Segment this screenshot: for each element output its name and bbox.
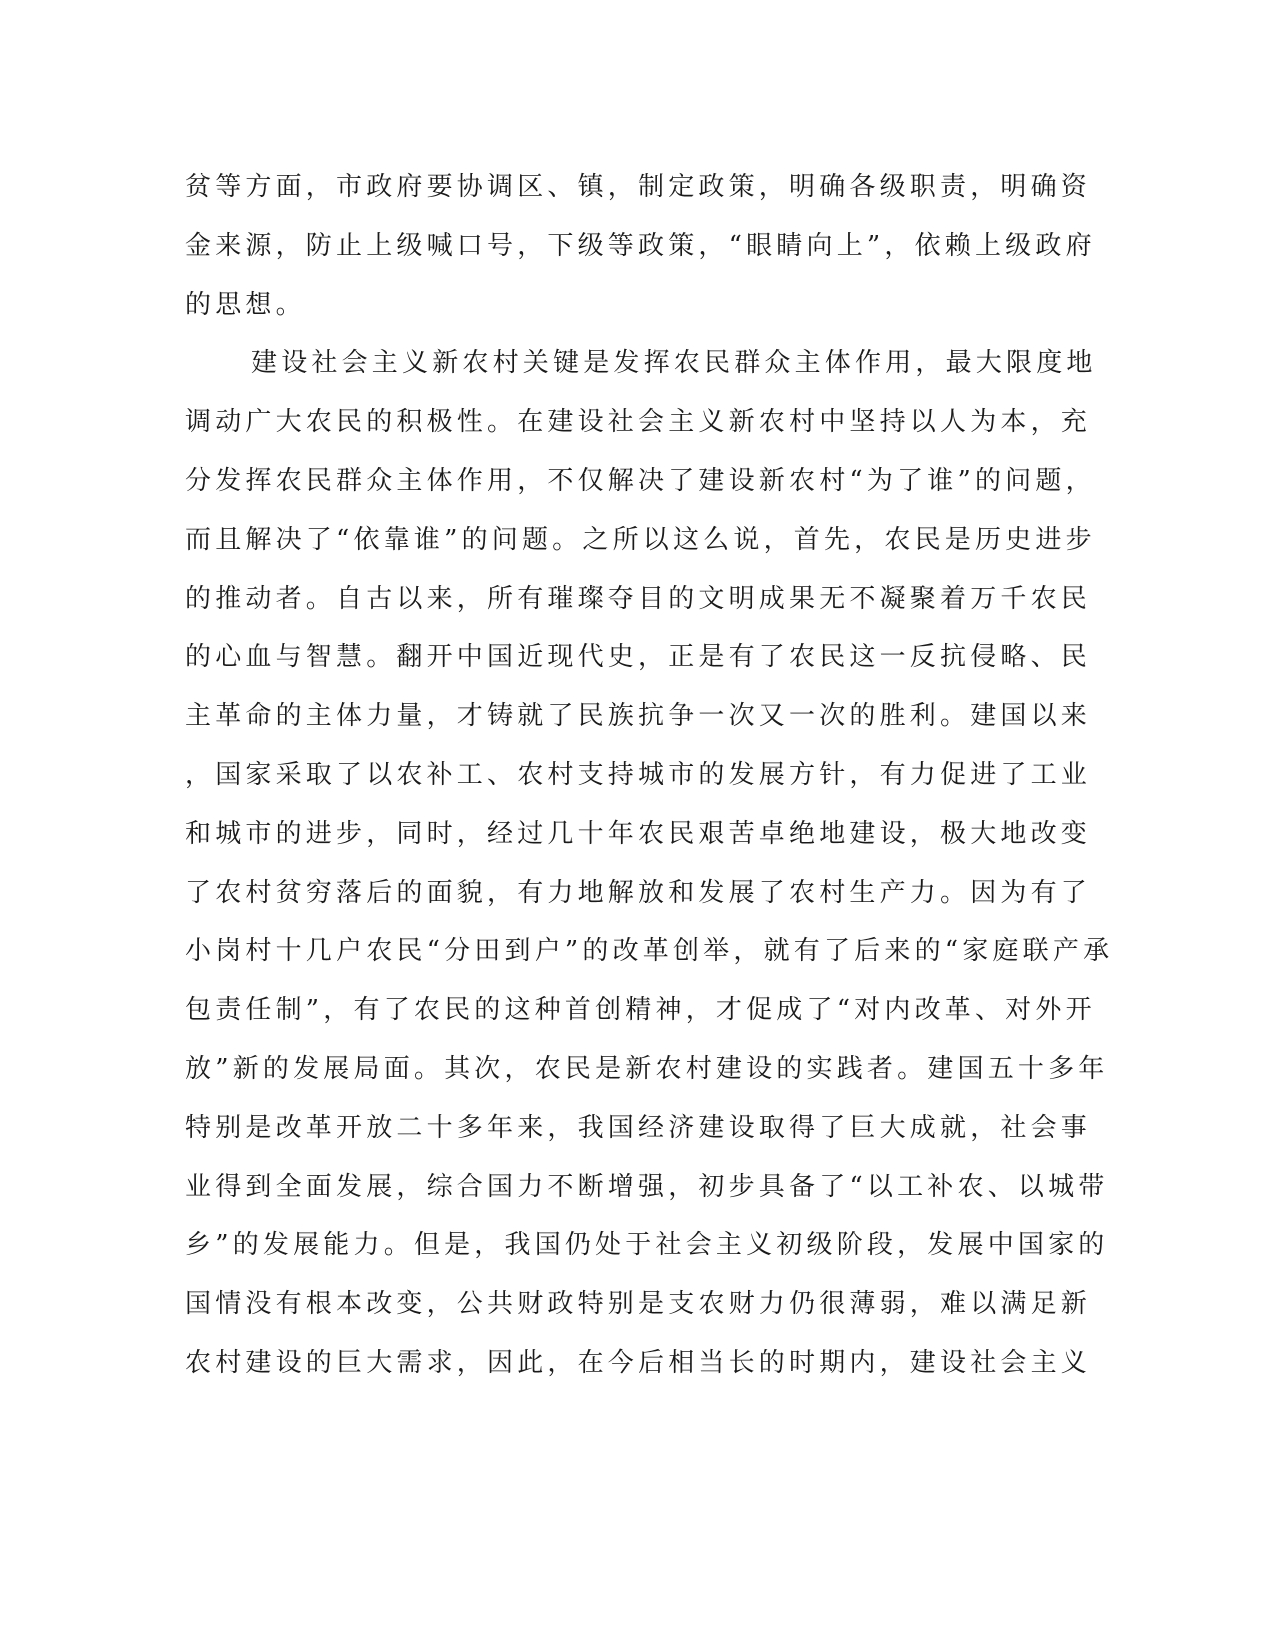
text-line: 小岗村十几户农民“分田到户”的改革创举，就有了后来的“家庭联产承	[185, 936, 1114, 967]
text-line: 乡”的发展能力。但是，我国仍处于社会主义初级阶段，发展中国家的	[185, 1230, 1109, 1261]
text-line: ，国家采取了以农补工、农村支持城市的发展方针，有力促进了工业	[185, 759, 1092, 790]
text-line: 贫等方面，市政府要协调区、镇，制定政策，明确各级职责，明确资	[185, 172, 1092, 202]
text-line: 农村建设的巨大需求，因此，在今后相当长的时期内，建设社会主义	[185, 1347, 1092, 1378]
text-line: 国情没有根本改变，公共财政特别是支农财力仍很薄弱，难以满足新	[185, 1289, 1092, 1320]
text-line: 包责任制”，有了农民的这种首创精神，才促成了“对内改革、对外开	[185, 995, 1096, 1026]
paragraph-start-line: 建设社会主义新农村关键是发挥农民群众主体作用，最大限度地	[251, 348, 1097, 379]
text-line: 的心血与智慧。翻开中国近现代史，正是有了农民这一反抗侵略、民	[185, 642, 1092, 673]
body-text	[185, 158, 1114, 1393]
text-line: 的推动者。自古以来，所有璀璨夺目的文明成果无不凝聚着万千农民	[185, 583, 1092, 614]
text-line: 的思想。	[185, 289, 306, 320]
text-line: 金来源，防止上级喊口号，下级等政策，“眼睛向上”，依赖上级政府	[185, 230, 1096, 261]
text-line: 放”新的发展局面。其次，农民是新农村建设的实践者。建国五十多年	[185, 1053, 1109, 1084]
text-line: 主革命的主体力量，才铸就了民族抗争一次又一次的胜利。建国以来	[185, 701, 1092, 732]
text-line: 了农村贫穷落后的面貌，有力地解放和发展了农村生产力。因为有了	[185, 877, 1092, 908]
text-line: 分发挥农民群众主体作用，不仅解决了建设新农村“为了谁”的问题，	[185, 465, 1096, 496]
text-line: 业得到全面发展，综合国力不断增强，初步具备了“以工补农、以城带	[185, 1171, 1109, 1202]
text-line: 调动广大农民的积极性。在建设社会主义新农村中坚持以人为本，充	[185, 407, 1092, 438]
text-line: 而且解决了“依靠谁”的问题。之所以这么说，首先，农民是历史进步	[185, 524, 1096, 555]
text-line: 和城市的进步，同时，经过几十年农民艰苦卓绝地建设，极大地改变	[185, 818, 1092, 849]
text-line: 特别是改革开放二十多年来，我国经济建设取得了巨大成就，社会事	[185, 1112, 1092, 1143]
